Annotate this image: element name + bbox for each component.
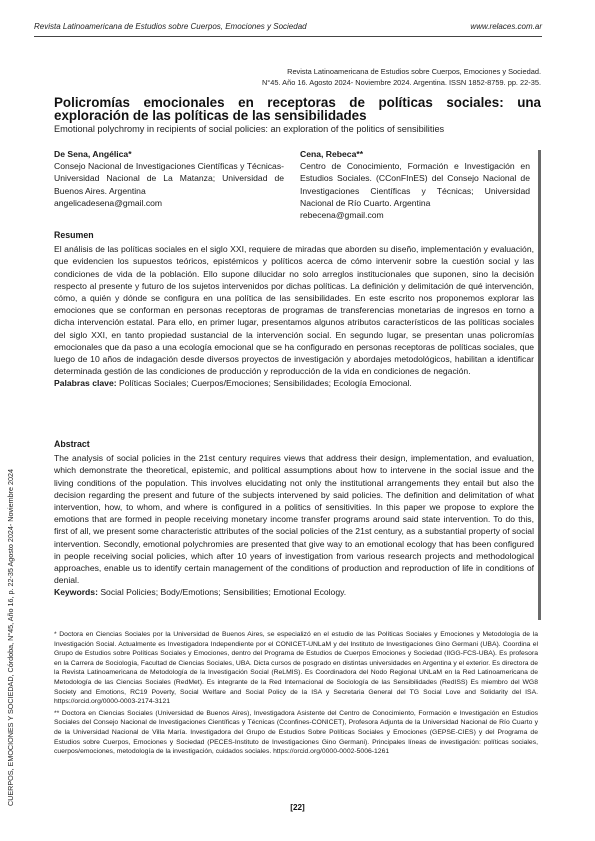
- author-name: Cena, Rebeca**: [300, 149, 364, 159]
- journal-ref-line-2: N°45. Año 16. Agosto 2024- Noviembre 2024. Argentina. ISSN 1852-8759. pp. 22-35.: [261, 78, 541, 87]
- resumen-section: [54, 229, 534, 390]
- resumen-heading: Resumen: [54, 230, 94, 240]
- header-journal-name: Revista Latinoamericana de Estudios sobre Cuerpos, Emociones y Sociedad: [34, 22, 307, 31]
- decorative-vertical-bar: [538, 150, 541, 620]
- keywords-label: Keywords:: [54, 587, 98, 598]
- author-affiliation: Consejo Nacional de Investigaciones Científicas y Técnicas-Universidad Nacional de La Matanza; Universidad de Buenos Aires. Argentina: [54, 161, 284, 196]
- header-website[interactable]: www.relaces.com.ar: [470, 22, 542, 31]
- keywords-value: Políticas Sociales; Cuerpos/Emociones; Sensibilidades; Ecología Emocional.: [118, 378, 412, 389]
- journal-reference: [211, 66, 541, 88]
- author-block-2: [300, 148, 530, 221]
- resumen-keywords: [54, 377, 534, 389]
- author-email[interactable]: angelicadesena@gmail.com: [54, 197, 163, 208]
- abstract-heading: Abstract: [54, 439, 90, 449]
- author-block-1: [54, 148, 284, 209]
- abstract-text: The analysis of social policies in the 21st century requires views that address their design, implementation, and evaluation, which demonstrate the theoretical, epistemic, and political assumptions about how to intervene in the social issue and the living conditions of the population. This involves elucidating not only the institutional arrangements they entail but also the decision regarding the present and future of the subjects intervened by said policies. The definition and delimitation of what intervention, how, to whom, and where is configured in a politics of sensitivities. In this paper we propose to explore the emotions that are formed in people receiving monetary income transfer programs around said state intervention. To do this, first of all, we present some characteristic attributes of the social policies of the 21st century, as a substantial property of social intervention. Secondly, emotional polychromies are presented that give way to an emotional ecology that has been configured in people receiving social policies, which after 10 years of investigation from various research projects and methodological approaches, enable us to identify certain management of the conditions of production and reproduction of life in conditions of denial.: [54, 453, 534, 586]
- footnote-1: * Doctora en Ciencias Sociales por la Universidad de Buenos Aires, se especializó en el estudio de las Políticas Sociales y Emociones y Metodología de la Investigación Social. Actualmente es Investigadora Independiente por el CONICET-UNLaM y del Instituto de Investigaciones Gino Germani (UBA). Coordina el Grupo de Estudios sobre Políticas Sociales y Emociones, dentro del Programa de Estudios de Cuerpos Emociones y Sociedad (IIGG-FCS-UBA). Es profesora en la Carrera de Sociología, Facultad de Ciencias Sociales, UBA. Dicta cursos de posgrado en distintas universidades en Argentina y el exterior. Es directora de la Revista Latinoamericana de Metodología de la Investigación Social (ReLMIS). Es Coordinadora del Nodo Regional UNLaM en la Red Latinoamericana de Metodología de las Ciencias Sociales (RedMet). Es integrante de la Red Internacional de Sociología de las Sensibilidades (RedISS) Es miembro del WG8 Society and Emotions, RC19 Poverty, Social Welfare and Social Policy de la ISA y Secretaria General del TG Social Love and Solidarity del ISA. https://orcid.org/0000-0003-2174-3121: [54, 631, 538, 706]
- abstract-section: [54, 438, 534, 599]
- footnotes: [54, 630, 538, 757]
- keywords-value: Social Policies; Body/Emotions; Sensibilities; Emotional Ecology.: [100, 587, 347, 598]
- author-name: De Sena, Angélica*: [54, 149, 132, 159]
- running-header: [34, 22, 542, 37]
- article-title: Policromías emocionales en receptoras de políticas sociales: una exploración de las políticas de las sensibilidades: [54, 95, 541, 123]
- footnote-2: ** Doctora en Ciencias Sociales (Universidad de Buenos Aires), Investigadora Asistente del Centro de Conocimiento, Formación e Investigación en Estudios Sociales del Consejo Nacional de Investigaciones Científicas y Técnicas (Cconfines-CONICET), Profesora Adjunta de la Universidad Nacional de Río Cuarto y de la Universidad Nacional de Villa María. Investigadora del Grupo de Estudios Sobre Políticas Sociales y Emociones (GEPSE-CIES) y del Programa de Estudios sobre Cuerpos, Emociones y Sociedad (PECES-Instituto de Investigaciones Gino Germani). Principales líneas de investigación: políticas sociales, cuerpos/emociones, metodología de la investigación, cuidados sociales. https://orcid.org/0000-0002-5006-1261: [54, 709, 538, 756]
- resumen-text: El análisis de las políticas sociales en el siglo XXI, requiere de miradas que aborden su diseño, implementación y evaluación, que evidencien los supuestos teóricos, epistémicos y políticos acerca de cómo intervenir sobre la cuestión social y las condiciones de vida de la población. Ello supone dilucidar no solo arreglos institucionales que suponen, sino la decisión respecto al presente y futuro de los sujetos intervenidos por dichas políticas. La definición y delimitación de qué intervención, cómo, a quién y dónde se configura en una política de las sensibilidades. En este escrito nos proponemos explorar las emociones que se conforman en personas receptoras de programas de transferencias monetarias de ingresos en torno a dicha intervención estatal. Para ello, en primer lugar, presentamos algunos atributos característicos de las políticas sociales del siglo XXI, en tanto propiedad sustancial de la intervención social. En segundo lugar, se presentan unas policromías emocionales que da paso a una ecología emocional que se ha configurado en personas receptoras de políticas sociales, que luego de 10 años de indagación desde diversos proyectos de investigación y abordajes metodológicos, habilitan a identificar determinada gestión de las condiciones de producción y reproducción de la vida en condiciones de negación.: [54, 244, 534, 377]
- author-affiliation: Centro de Conocimiento, Formación e Investigación en Estudios Sociales. (CConFInES) del Consejo Nacional de Investigaciones Científicas y Técnicas; Universidad Nacional de Río Cuarto. Argentina: [300, 161, 530, 208]
- journal-ref-line-1: Revista Latinoamericana de Estudios sobre Cuerpos, Emociones y Sociedad.: [287, 67, 541, 76]
- abstract-keywords: [54, 586, 534, 598]
- article-subtitle: Emotional polychromy in recipients of social policies: an exploration of the politics of sensibilities: [54, 124, 445, 134]
- author-email[interactable]: rebecena@gmail.com: [300, 210, 384, 221]
- page-number: [22]: [290, 803, 305, 812]
- vertical-citation: CUERPOS, EMOCIONES Y SOCIEDAD, Córdoba, N°45, Año 16, p. 22-35 Agosto 2024- Noviembre 2024: [6, 469, 15, 806]
- keywords-label: Palabras clave:: [54, 378, 117, 389]
